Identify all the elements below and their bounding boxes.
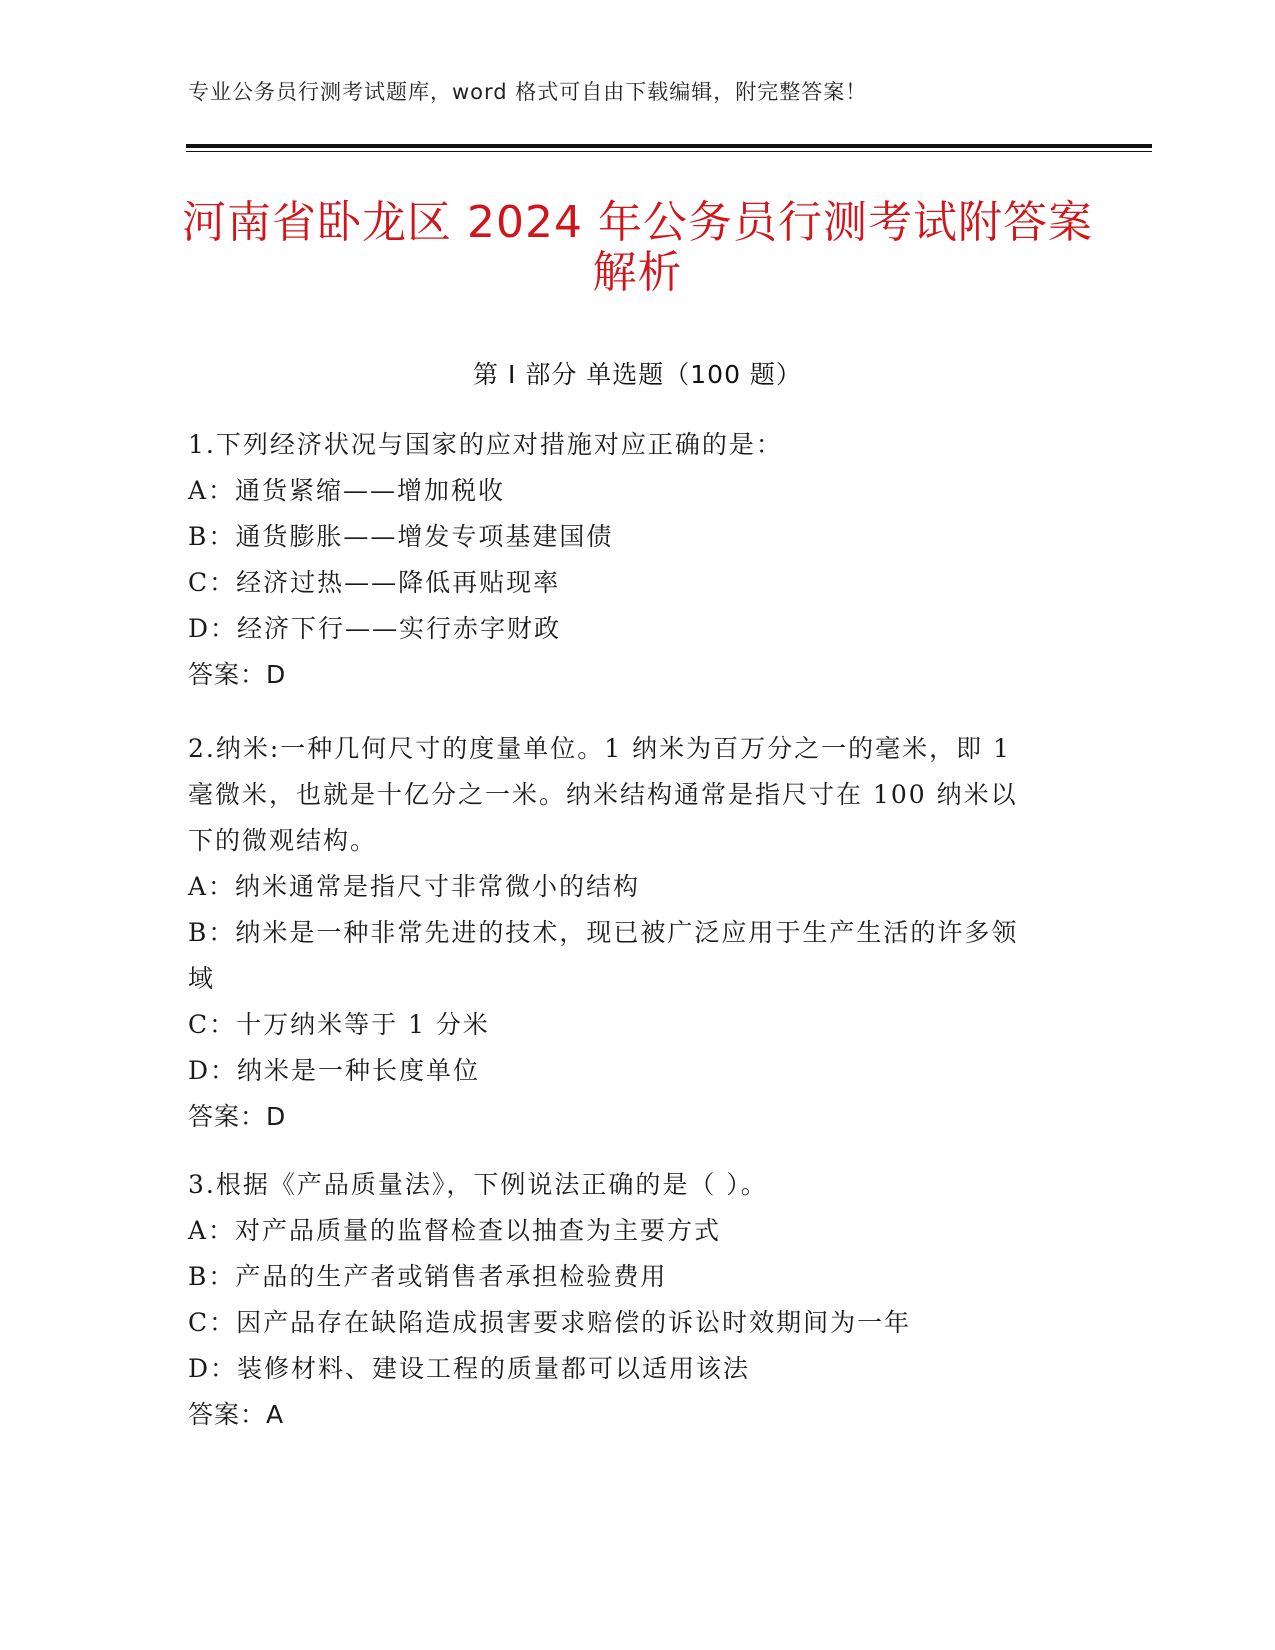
question-stem-line: 2.纳米:一种几何尺寸的度量单位。1 纳米为百万分之一的毫米，即 1 [188,734,1011,763]
option-c: C：因产品存在缺陷造成损害要求赔偿的诉讼时效期间为一年 [188,1308,912,1337]
question-1 [188,422,1088,698]
option-b: B：通货膨胀——增发专项基建国债 [188,522,614,551]
question-stem-line: 下的微观结构。 [188,826,378,855]
answer: 答案：D [188,1102,287,1131]
header-rule-thin [186,151,1152,152]
option-b: B：纳米是一种非常先进的技术，现已被广泛应用于生产生活的许多领 [188,918,1019,947]
question-stem: 1.下列经济状况与国家的应对措施对应正确的是： [188,430,783,459]
title-line-1: 河南省卧龙区 2024 年公务员行测考试附答案 [182,197,1093,248]
document-title [150,198,1125,298]
title-line-2: 解析 [592,247,683,298]
header-note: 专业公务员行测考试题库，word 格式可自由下载编辑，附完整答案！ [188,80,868,104]
question-3 [188,1162,1088,1438]
option-c: C：十万纳米等于 1 分米 [188,1010,490,1039]
question-stem-line: 毫微米，也就是十亿分之一米。纳米结构通常是指尺寸在 100 纳米以 [188,780,1018,809]
option-d: D：纳米是一种长度单位 [188,1056,481,1085]
option-a: A：对产品质量的监督检查以抽查为主要方式 [188,1216,722,1245]
answer: 答案：A [188,1400,285,1429]
option-d: D：经济下行——实行赤字财政 [188,614,562,643]
option-b-continued: 域 [188,964,216,993]
option-b: B：产品的生产者或销售者承担检验费用 [188,1262,668,1291]
option-a: A：纳米通常是指尺寸非常微小的结构 [188,872,641,901]
option-a: A：通货紧缩——增加税收 [188,476,506,505]
section-heading: 第 I 部分 单选题（100 题） [473,360,802,389]
question-stem: 3.根据《产品质量法》，下例说法正确的是（ ）。 [188,1170,768,1199]
header-rule-thick [186,144,1152,148]
option-c: C：经济过热——降低再贴现率 [188,568,561,597]
question-2 [188,726,1088,1140]
option-d: D：装修材料、建设工程的质量都可以适用该法 [188,1354,751,1383]
answer: 答案：D [188,660,287,689]
